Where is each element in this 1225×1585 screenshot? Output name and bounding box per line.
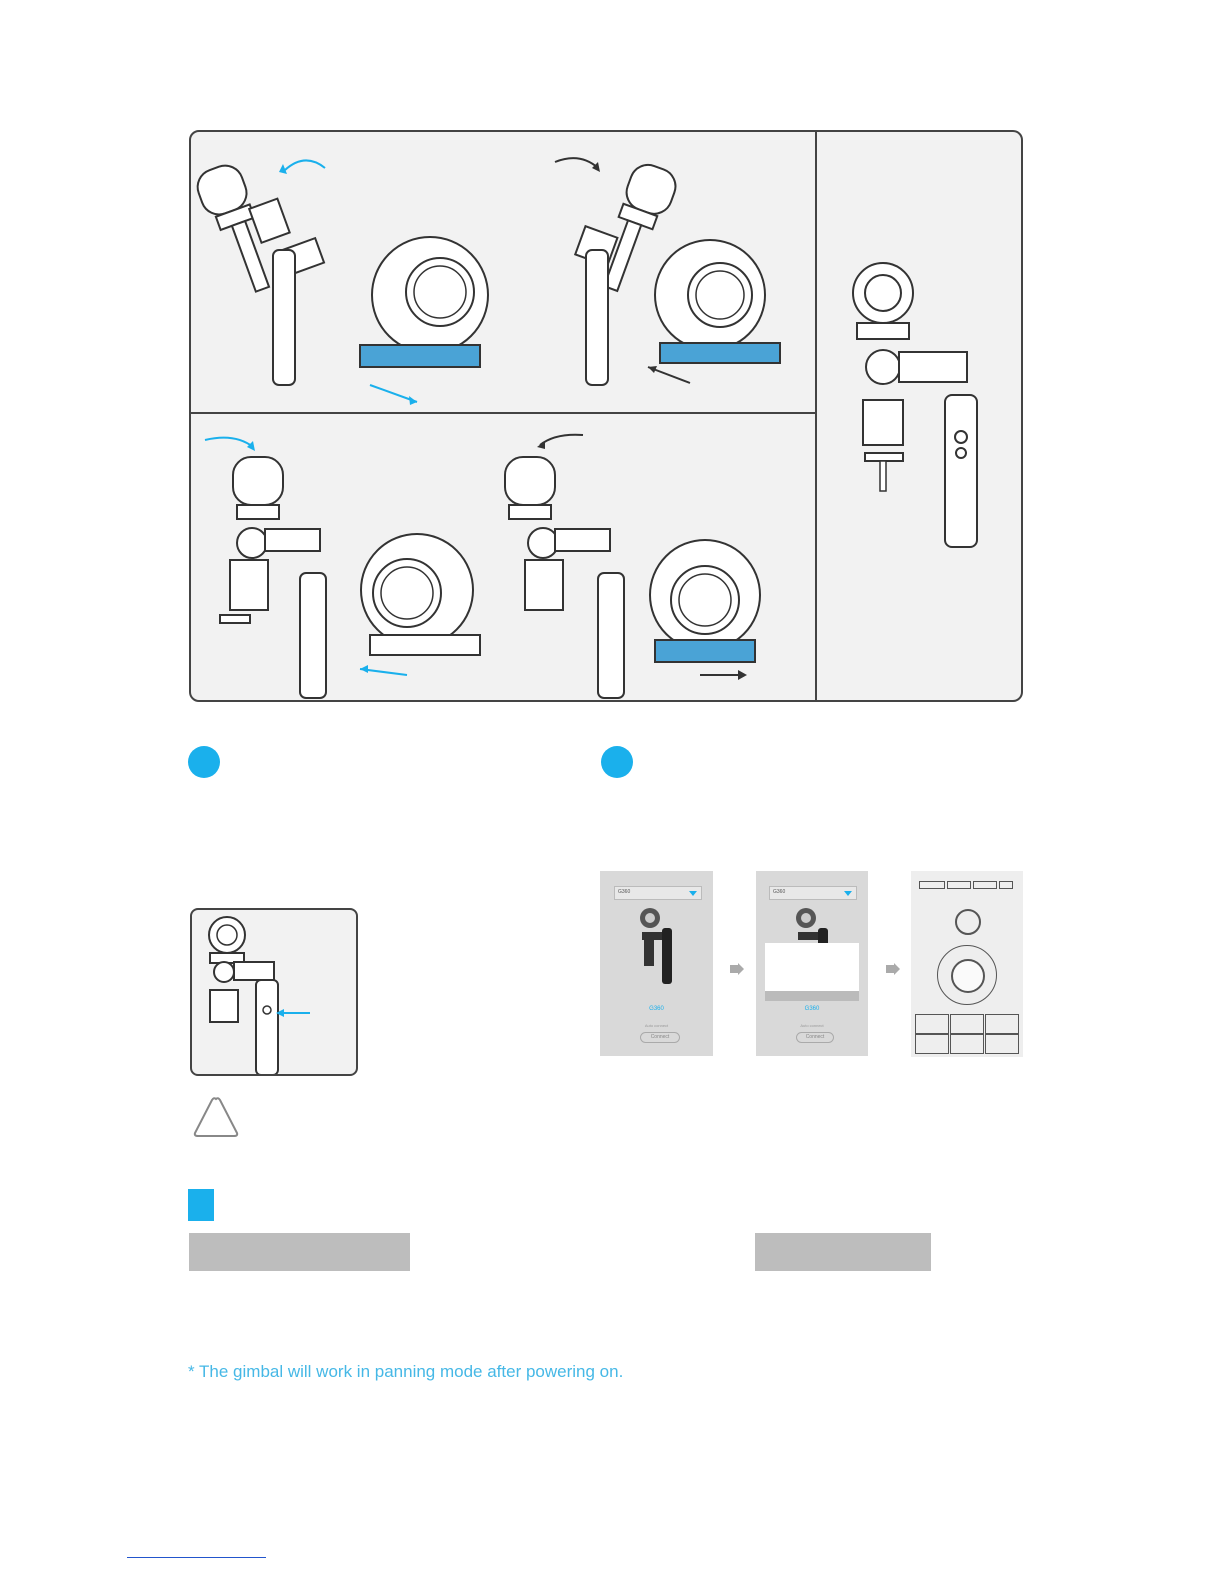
table-header-right bbox=[755, 1233, 931, 1271]
joystick-knob[interactable] bbox=[951, 959, 985, 993]
illustration-step-2 bbox=[520, 140, 810, 405]
mode-button-2[interactable] bbox=[950, 1034, 984, 1054]
panel-divider-vertical bbox=[815, 131, 817, 702]
illustration-step-4 bbox=[495, 425, 805, 700]
panel-divider-horizontal bbox=[190, 412, 816, 414]
gimbal-power-icon bbox=[192, 910, 356, 1074]
status-bar-item bbox=[919, 881, 945, 889]
warning-triangle-icon bbox=[192, 1095, 240, 1139]
device-select-dropdown[interactable] bbox=[769, 886, 857, 900]
chevron-right-icon bbox=[886, 963, 900, 975]
connecting-dialog bbox=[765, 943, 859, 1001]
mode-button-1[interactable] bbox=[915, 1034, 949, 1054]
chevron-down-icon bbox=[689, 891, 697, 896]
chevron-right-icon bbox=[730, 963, 744, 975]
step-2-bullet bbox=[601, 746, 633, 778]
illustration-step-3 bbox=[195, 425, 495, 700]
status-bar-item bbox=[947, 881, 971, 889]
app-screen-device-select bbox=[600, 871, 713, 1056]
battery-icon bbox=[999, 881, 1013, 889]
mode-button-pan[interactable] bbox=[915, 1014, 949, 1034]
chevron-down-icon bbox=[844, 891, 852, 896]
connect-button[interactable]: Connect bbox=[640, 1032, 680, 1043]
footnote: * The gimbal will work in panning mode after powering on. bbox=[188, 1362, 624, 1381]
app-screen-connecting bbox=[756, 871, 868, 1056]
lock-icon[interactable] bbox=[985, 1014, 1019, 1034]
mode-button-follow[interactable] bbox=[950, 1014, 984, 1034]
model-label: G360 bbox=[804, 1006, 820, 1012]
footer-line bbox=[127, 1557, 266, 1558]
device-name: G360 bbox=[618, 889, 631, 895]
app-screen-control-panel bbox=[911, 871, 1023, 1057]
table-header-left bbox=[189, 1233, 410, 1271]
auto-connect-checkbox[interactable]: Auto connect bbox=[644, 1023, 669, 1028]
section-marker bbox=[188, 1189, 214, 1221]
device-select-dropdown[interactable] bbox=[614, 886, 702, 900]
gimbal-image bbox=[630, 906, 680, 986]
status-bar-item bbox=[973, 881, 997, 889]
illustration-balanced-gimbal bbox=[835, 255, 995, 555]
step-1-bullet bbox=[188, 746, 220, 778]
power-button-illustration bbox=[190, 908, 358, 1076]
shutter-button[interactable] bbox=[955, 909, 981, 935]
connect-button[interactable]: Connect bbox=[796, 1032, 834, 1043]
settings-icon[interactable] bbox=[985, 1034, 1019, 1054]
illustration-step-1 bbox=[195, 140, 495, 405]
device-name: G360 bbox=[773, 889, 786, 895]
auto-connect-checkbox[interactable]: Auto connect bbox=[800, 1023, 824, 1028]
model-label: G360 bbox=[649, 1006, 664, 1012]
